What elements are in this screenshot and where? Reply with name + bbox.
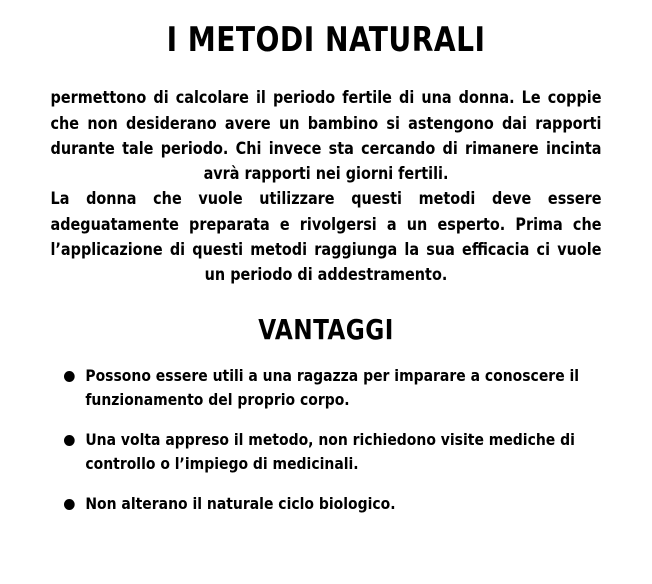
paragraph-2: La donna che vuole utilizzare questi metodi deve essere adeguatamente preparata e rivolgersi a un esperto. Prima che l’applicazione di questi metodi raggiunga la sua efficacia ci vuole un periodo di addestramento. <box>50 189 602 285</box>
list-item <box>64 492 594 516</box>
list-item <box>64 428 594 476</box>
list-item-label: Possono essere utili a una ragazza per imparare a conoscere il funzionamento del proprio corpo. <box>85 366 580 410</box>
bullet-dot-icon <box>64 499 75 510</box>
paragraph-1: permettono di calcolare il periodo fertile di una donna. Le coppie che non desiderano avere un bambino si astengono dai rapporti durante tale periodo. Chi invece sta cercando di rimanere incinta avrà rapporti nei giorni fertili. <box>50 88 602 184</box>
page-title: I METODI NATURALI <box>166 20 486 60</box>
list-item <box>64 364 594 412</box>
body-text <box>51 85 602 287</box>
list-item-label: Non alterano il naturale ciclo biologico. <box>85 494 396 514</box>
list-item-label: Una volta appreso il metodo, non richiedono visite mediche di controllo o l’impiego di medicinali. <box>85 430 575 474</box>
bullet-dot-icon <box>64 435 75 446</box>
bullet-dot-icon <box>64 371 75 382</box>
advantages-list <box>42 364 610 516</box>
section-heading-vantaggi: VANTAGGI <box>258 313 394 347</box>
